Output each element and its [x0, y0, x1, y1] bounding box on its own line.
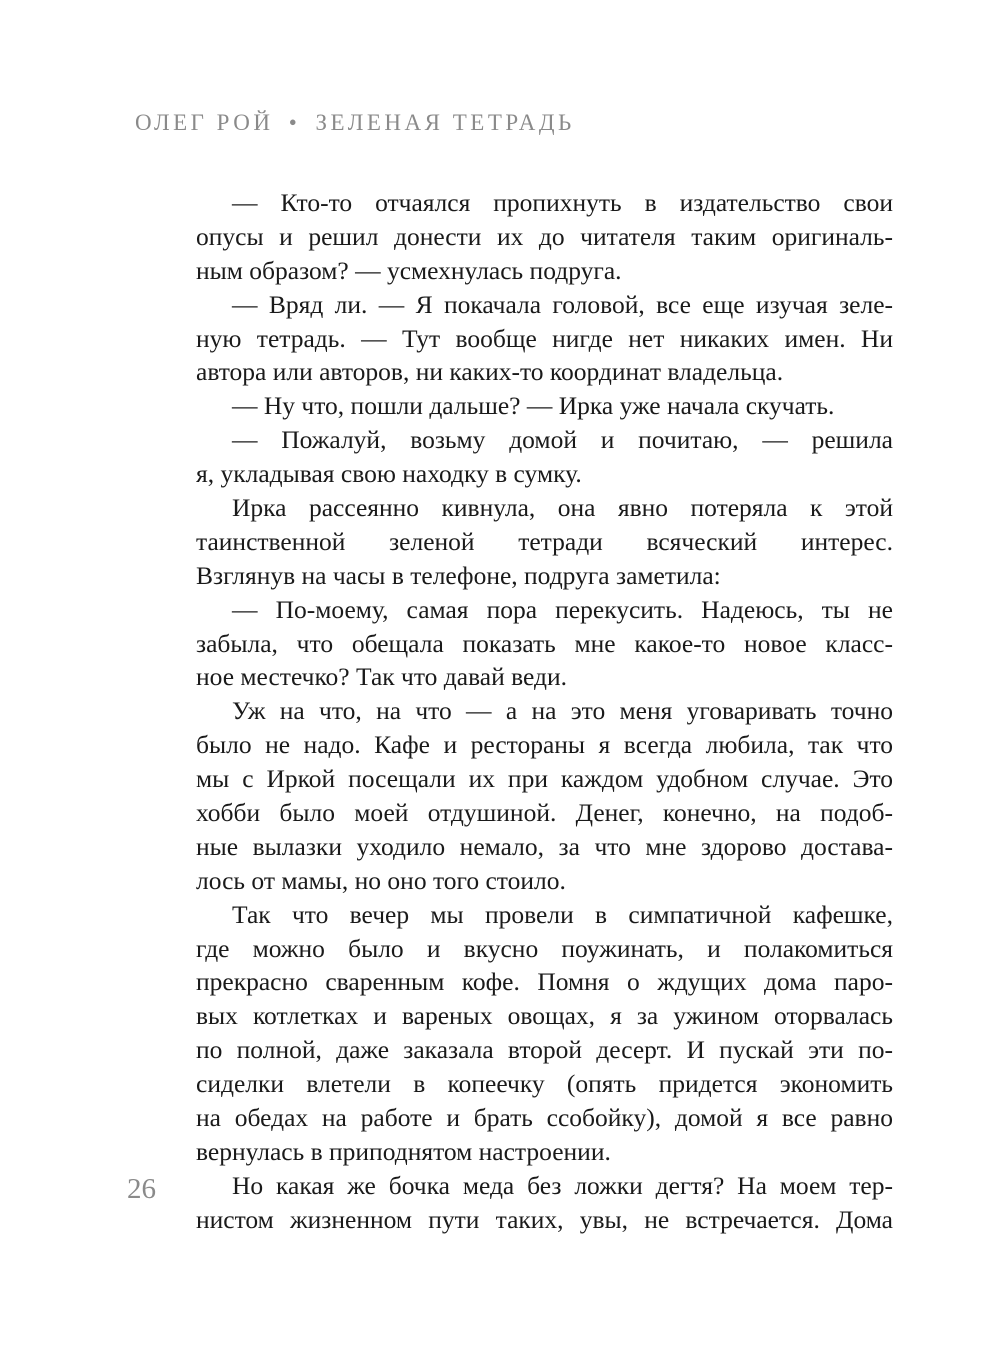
text-line: автора или авторов, ни каких-то координат владельца.: [196, 357, 784, 387]
running-head: [135, 110, 575, 136]
text-line: Уж на что, на что — а на это меня уговаривать точно: [232, 696, 893, 726]
text-line: по полной, даже заказала второй десерт. И пускай эти по-: [196, 1035, 893, 1065]
text-line: я, укладывая свою находку в сумку.: [196, 459, 582, 489]
text-line: ную тетрадь. — Тут вообще нигде нет никаких имен. Ни: [196, 323, 893, 353]
text-line: — Вряд ли. — Я покачала головой, все еще изучая зеле-: [232, 289, 893, 319]
text-line: прекрасно сваренным кофе. Помня о ждущих дома паро-: [196, 967, 893, 997]
text-line: — Пожалуй, возьму домой и почитаю, — решила: [232, 425, 893, 455]
text-line: Но какая же бочка меда без ложки дегтя? На моем тер-: [232, 1170, 893, 1200]
text-line: вых котлетках и вареных овощах, я за ужином оторвалась: [196, 1001, 893, 1031]
body-text: [196, 186, 893, 1237]
text-line: Взглянув на часы в телефоне, подруга заметила:: [196, 560, 721, 590]
text-line: ное местечко? Так что давай веди.: [196, 662, 567, 692]
header-author: ОЛЕГ РОЙ: [135, 110, 274, 135]
text-line: таинственной зеленой тетради всяческий интерес.: [196, 526, 893, 556]
header-title: ЗЕЛЕНАЯ ТЕТРАДЬ: [315, 110, 575, 135]
header-separator: •: [288, 110, 301, 135]
text-line: сиделки влетели в копеечку (опять придется экономить: [196, 1069, 893, 1099]
text-line: — Кто-то отчаялся пропихнуть в издательство свои: [232, 188, 893, 217]
text-line: где можно было и вкусно поужинать, и полакомиться: [196, 933, 893, 963]
text-line: ные вылазки уходило немало, за что мне здорово достава-: [196, 831, 893, 861]
text-line: хобби было моей отдушиной. Денег, конечно, на подоб-: [196, 798, 893, 828]
text-line: ным образом? — усмехнулась подруга.: [196, 255, 622, 285]
text-line: мы с Иркой посещали их при каждом удобном случае. Это: [196, 764, 893, 794]
text-line: Ирка рассеянно кивнула, она явно потеряла к этой: [232, 493, 893, 523]
text-line: забыла, что обещала показать мне какое-то новое класс-: [196, 628, 893, 658]
text-line: опусы и решил донести их до читателя таким оригиналь-: [196, 221, 893, 251]
text-line: Так что вечер мы провели в симпатичной кафешке,: [232, 899, 893, 929]
text-line: нистом жизненном пути таких, увы, не встречается. Дома: [196, 1204, 893, 1234]
page-number: 26: [127, 1173, 156, 1205]
text-line: было не надо. Кафе и рестораны я всегда любила, так что: [196, 730, 893, 760]
text-line: лось от мамы, но оно того стоило.: [196, 865, 566, 895]
text-line: вернулась в приподнятом настроении.: [196, 1136, 611, 1166]
text-line: — По-моему, самая пора перекусить. Надеюсь, ты не: [232, 594, 893, 624]
text-line: на обедах на работе и брать ссобойку), домой я все равно: [196, 1103, 893, 1133]
text-line: — Ну что, пошли дальше? — Ирка уже начала скучать.: [232, 391, 835, 421]
